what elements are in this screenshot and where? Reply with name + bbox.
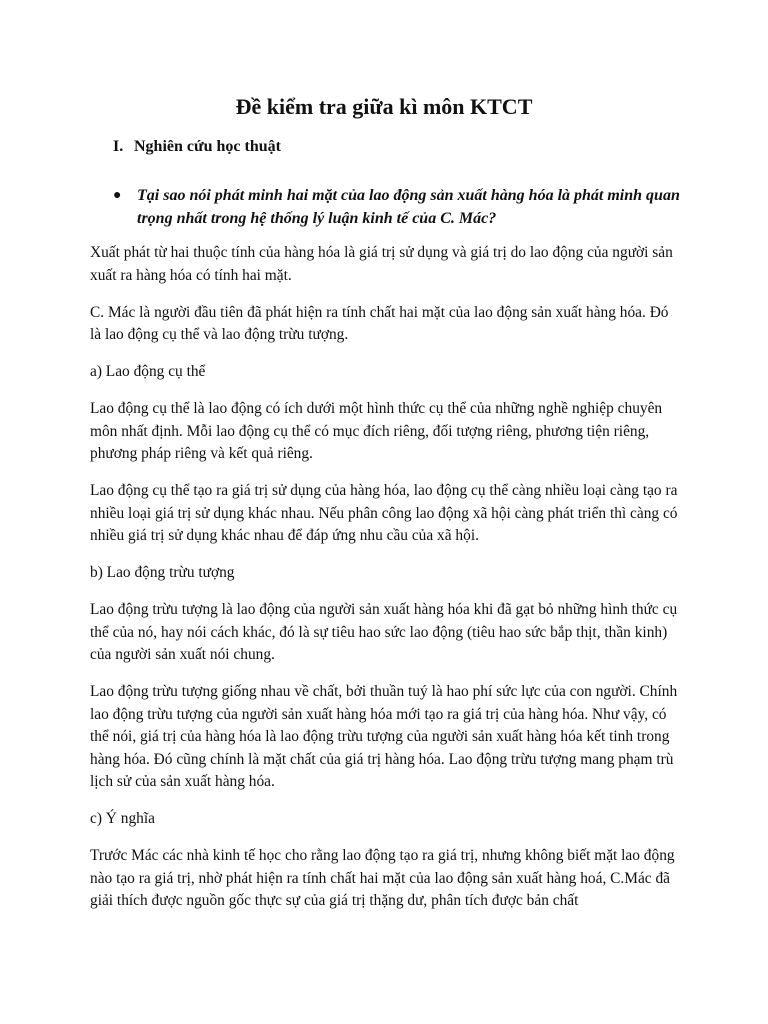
paragraph-2: C. Mác là người đầu tiên đã phát hiện ra tính chất hai mặt của lao động sản xuất hàng hóa. Đó là lao động cụ thể và lao động trừu tượng. xyxy=(90,303,669,343)
document-body xyxy=(90,242,682,927)
subheading-c: c) Ý nghĩa xyxy=(90,810,155,827)
question-item xyxy=(113,184,693,230)
paragraph-6: Lao động trừu tượng giống nhau về chất, bởi thuần tuý là hao phí sức lực của con người. Chính lao động trừu tượng của người sản xuất hàng hóa mới tạo ra giá trị của hàng hóa. Như vậy, có thể nói, giá trị của hàng hóa là lao động trừu tượng của người sản xuất hàng hóa kết tinh trong hàng hóa. Đó cũng chính là mặt chất của giá trị hàng hóa. Lao động trừu tượng mang phạm trù lịch sử của sản xuất hàng hóa. xyxy=(90,683,678,790)
paragraph-4: Lao động cụ thể tạo ra giá trị sử dụng của hàng hóa, lao động cụ thể càng nhiều loại càng tạo ra nhiều loại giá trị sử dụng khác nhau. Nếu phân công lao động xã hội càng phát triển thì càng có nhiều giá trị sử dụng khác nhau để đáp ứng nhu cầu của xã hội. xyxy=(90,482,678,544)
section-heading xyxy=(113,136,281,158)
document-title: Đề kiểm tra giữa kì môn KTCT xyxy=(235,94,533,119)
subheading-a: a) Lao động cụ thể xyxy=(90,363,206,380)
section-label: Nghiên cứu học thuật xyxy=(134,138,281,155)
bullet-icon: ● xyxy=(113,188,122,203)
section-number: I. xyxy=(113,138,124,155)
subheading-b: b) Lao động trừu tượng xyxy=(90,564,235,581)
paragraph-5: Lao động trừu tượng là lao động của người sản xuất hàng hóa khi đã gạt bỏ những hình thức cụ thể của nó, hay nói cách khác, đó là sự tiêu hao sức lao động (tiêu hao sức bắp thịt, thần kinh) của người sản xuất nói chung. xyxy=(90,601,678,663)
paragraph-1: Xuất phát từ hai thuộc tính của hàng hóa là giá trị sử dụng và giá trị do lao động của người sản xuất ra hàng hóa có tính hai mặt. xyxy=(90,244,673,284)
paragraph-7: Trước Mác các nhà kinh tế học cho rằng lao động tạo ra giá trị, nhưng không biết mặt lao động nào tạo ra giá trị, nhờ phát hiện ra tính chất hai mặt của lao động sản xuất hàng hoá, C.Mác đã giải thích được nguồn gốc thực sự của giá trị thặng dư, phân tích được bản chất xyxy=(90,847,675,909)
question-text: Tại sao nói phát minh hai mặt của lao động sản xuất hàng hóa là phát minh quan trọng nhất trong hệ thống lý luận kinh tế của C. Mác? xyxy=(137,187,680,227)
paragraph-3: Lao động cụ thể là lao động có ích dưới một hình thức cụ thể của những nghề nghiệp chuyên môn nhất định. Mỗi lao động cụ thể có mục đích riêng, đối tượng riêng, phương tiện riêng, phương pháp riêng và kết quả riêng. xyxy=(90,400,663,462)
